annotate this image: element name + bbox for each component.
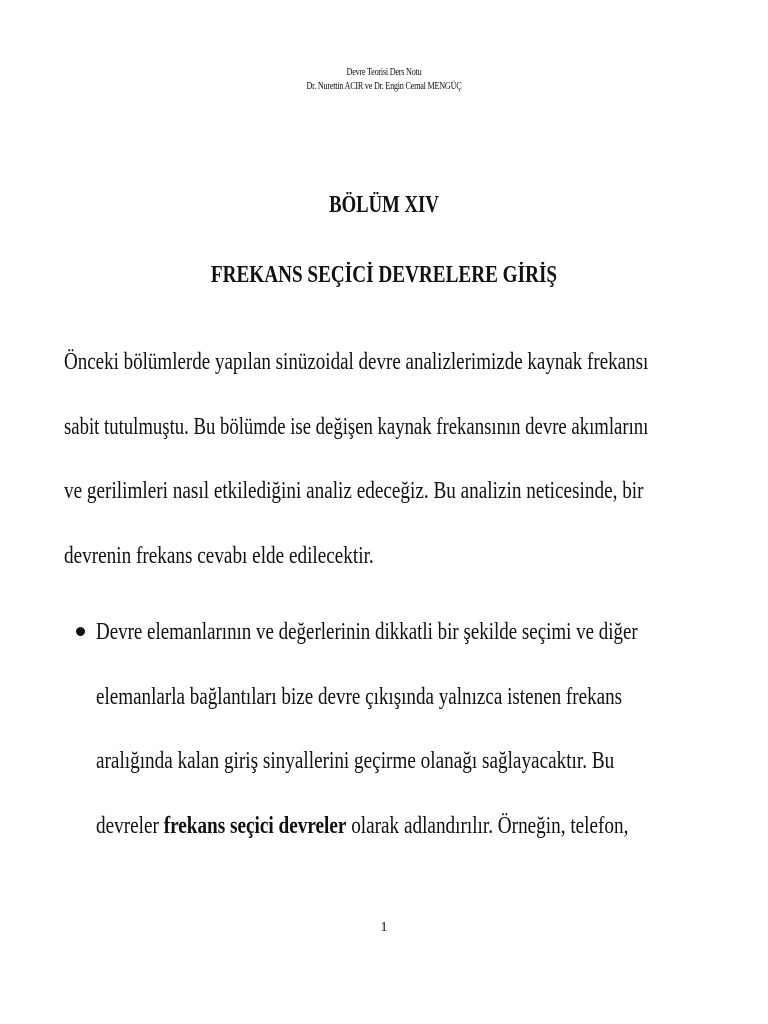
bullet-line-start: devreler — [96, 812, 164, 839]
bullet-line — [96, 794, 629, 859]
intro-line: ve gerilimleri nasıl etkilediğini analiz edeceğiz. Bu analizin neticesinde, bir — [64, 478, 644, 504]
chapter-title: FREKANS SEÇİCİ DEVRELERE GİRİŞ — [210, 262, 558, 288]
bullet-line: elemanlarla bağlantıları bize devre çıkışında yalnızca istenen frekans — [96, 683, 623, 710]
page-number: 1 — [380, 920, 388, 935]
intro-line: Önceki bölümlerde yapılan sinüzoidal devre analizlerimizde kaynak frekansı — [64, 349, 649, 375]
intro-line: devrenin frekans cevabı elde edilecektir. — [64, 542, 374, 569]
bold-term: frekans seçici devreler — [163, 812, 347, 839]
bullet-line: Devre elemanlarının ve değerlerinin dikkatli bir şekilde seçimi ve diğer — [96, 619, 638, 645]
bullet-line: aralığında kalan giriş sinyallerini geçirme olanağı sağlayacaktır. Bu — [96, 748, 615, 774]
running-header — [69, 66, 699, 94]
intro-paragraph — [64, 330, 704, 588]
bullet-paragraph — [96, 600, 704, 858]
authors: Dr. Nurettin ACIR ve Dr. Engin Cemal MENGÜÇ — [306, 81, 462, 92]
intro-line: sabit tutulmuştu. Bu bölümde ise değişen kaynak frekansının devre akımlarını — [64, 413, 649, 440]
chapter-number: BÖLÜM XIV — [329, 192, 439, 218]
course-title: Devre Teorisi Ders Notu — [346, 67, 422, 78]
bullet-line-end: olarak adlandırılır. Örneğin, telefon, — [346, 812, 629, 839]
